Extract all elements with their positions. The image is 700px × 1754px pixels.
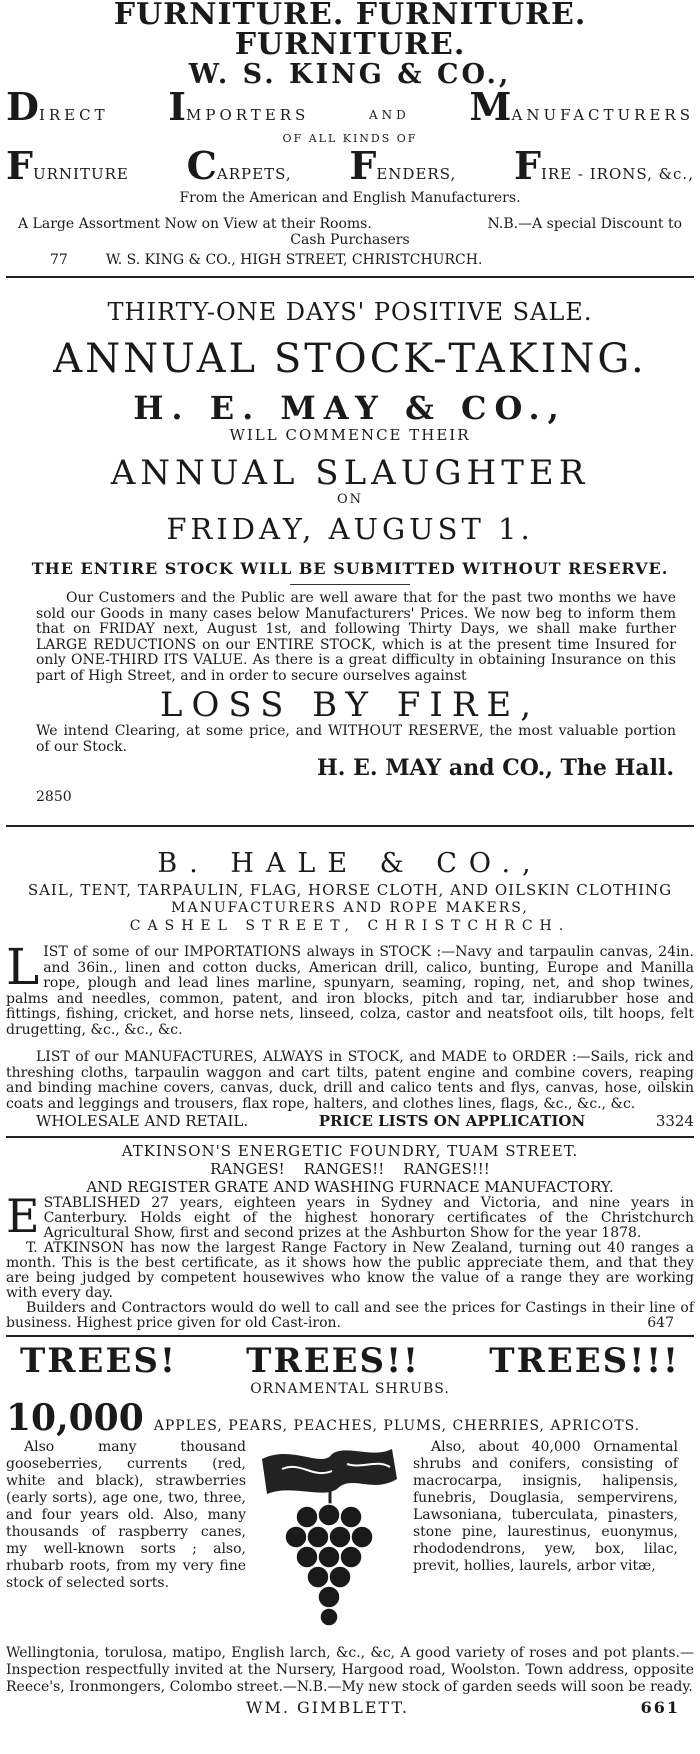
manufactory-line: AND REGISTER GRATE AND WASHING FURNACE MANUFACTORY.: [86, 1178, 614, 1196]
right-column: Also, about 40,000 Ornamental shrubs and conifers, consisting of macrocarpa, insignis, halipensis, funebris, Douglasia, sempervirens, Lawsoniana, tuberculata, pinasters, stone pine, laurestinus, euonymus, rhododendrons, yew, box, lilac, previt, hollies, laurels, arbor vitæ,: [413, 1439, 678, 1574]
assortment-line: [6, 216, 694, 232]
on-text: ON: [336, 492, 364, 507]
hale-firm-name: B. HALE & CO.,: [157, 848, 543, 879]
divider: [6, 1335, 694, 1337]
discount-text: N.B.—A special Discount to: [487, 216, 682, 232]
ad-ref-number: 2850: [36, 789, 72, 805]
trees-word: TREES!: [20, 1341, 177, 1381]
word: ARPETS,: [216, 165, 292, 183]
established-text: STABLISHED 27 years, eighteen years in Sydney and Victoria, and nine years in Canterbury. Holds eight of the highest honorary certificates of the Christchurch Agricultural Show, first and second prizes at the Ashburton Show for the year 1878.: [43, 1195, 694, 1241]
stock-taking-title: ANNUAL STOCK-TAKING.: [53, 336, 647, 382]
may-body-text: Our Customers and the Public are well aware that for the past two months we have sold our Goods in many cases below Manufacturers' Prices. We now beg to inform them that on FRIDAY next, August 1st, and following Thirty Days, we shall make further LARGE REDUCTIONS on our ENTIRE STOCK, which is at the present time Insured for only ONE-THIRD ITS VALUE. As there is a great difficulty in obtaining Insurance on this part of High Street, and in order to secure ourselves against: [36, 590, 676, 684]
drop-letter: D: [6, 84, 39, 129]
entire-stock-line: THE ENTIRE STOCK WILL BE SUBMITTED WITHOUT RESERVE.: [31, 559, 669, 578]
grapes-illustration: [252, 1439, 407, 1643]
may-signature: H. E. MAY and CO., The Hall.: [317, 755, 674, 781]
drop-letter: F: [514, 143, 541, 188]
date-title: FRIDAY, AUGUST 1.: [166, 512, 534, 546]
gimblett-signature: WM. GIMBLETT.: [246, 1698, 409, 1717]
furniture-headline: FURNITURE. FURNITURE. FURNITURE.: [113, 0, 587, 62]
hale-makers: MANUFACTURERS AND ROPE MAKERS,: [171, 900, 529, 916]
ad-ref-number: 77: [50, 252, 68, 268]
may-sale-ad: [6, 298, 694, 805]
commence-text: WILL COMMENCE THEIR: [229, 426, 471, 444]
drop-letter: C: [186, 143, 217, 188]
ranges-paragraph: T. ATKINSON has now the largest Range Factory in New Zealand, turning out 40 ranges a month. This is the best certificate, as it shows how the public appreciate them, and that they are being judged by competent housewives who know the value of a range they are working with every day.: [6, 1240, 694, 1301]
short-rule: [290, 584, 410, 585]
importations-text: IST of some of our IMPORTATIONS always in STOCK :—Navy and tarpaulin canvas, 24in. and 36in., linen and cotton ducks, American drill, calico, bunting, Europe and Manilla rope, plough and lead lines marline, spunyarn, seaming, roping, net, and shop twines, palms and needles, common, patent, and iron blocks, pitch and tar, indiarubber hose and fittings, fishing, cricket, and horse nets, linseed, colza, castor and neatsfoot oils, tilt hoops, felt drugetting, &c., &c., &c.: [6, 944, 694, 1038]
left-column: Also many thousand gooseberries, currents (red, white and black), strawberries (early sorts), age one, two, three, and four years old. Also, many thousands of raspberry canes, my well-known sorts ; also, rhubarb roots, from my very fine stock of selected sorts.: [6, 1439, 246, 1591]
word: IRE - IRONS, &c.,: [540, 165, 694, 183]
drop-letter: F: [349, 143, 377, 188]
king-furniture-ad: [6, 0, 694, 268]
grapes-icon: [252, 1439, 407, 1639]
hale-trades: SAIL, TENT, TARPAULIN, FLAG, HORSE CLOTH, AND OILSKIN CLOTHING: [27, 881, 673, 899]
loss-by-fire: LOSS BY FIRE,: [159, 685, 541, 725]
trees-headline: [6, 1341, 694, 1381]
trees-ad: [6, 1341, 694, 1717]
builders-text: Builders and Contractors would do well to call and see the prices for Castings in their line of business. Highest price given for old Cast-iron.: [6, 1300, 694, 1331]
of-all-kinds: OF ALL KINDS OF: [282, 132, 418, 145]
trees-footer: [6, 1698, 694, 1717]
cash-purchasers: Cash Purchasers: [290, 232, 410, 248]
ranges-line: RANGES! RANGES!! RANGES!!!: [210, 1160, 490, 1178]
ad-ref-number: 661: [640, 1698, 680, 1717]
hale-footer: [6, 1112, 694, 1130]
wholesale-text: WHOLESALE AND RETAIL.: [36, 1112, 249, 1130]
hale-street: CASHEL STREET, CHRISTCHRCH.: [129, 918, 571, 934]
goods-line: [6, 143, 694, 190]
trees-word: TREES!!: [246, 1341, 420, 1381]
word: IRECT: [38, 106, 109, 124]
word: MPORTERS: [186, 106, 310, 124]
drop-cap: E: [6, 1189, 40, 1243]
address-line: [50, 252, 694, 268]
word: ENDERS,: [376, 165, 457, 183]
fruit-list: APPLES, PEARS, PEACHES, PLUMS, CHERRIES, APRICOTS.: [153, 1418, 641, 1434]
firm-address: W. S. KING & CO., HIGH STREET, CHRISTCHURCH.: [105, 252, 483, 268]
established-paragraph: [6, 1189, 694, 1243]
drop-cap: L: [6, 938, 40, 996]
firm-name: W. S. KING & CO.,: [188, 59, 512, 90]
drop-letter: M: [469, 84, 512, 129]
manufactures-paragraph: LIST of our MANUFACTURES, ALWAYS in STOCK, and MADE to ORDER :—Sails, rick and threshing cloths, tarpaulin waggon and cart tilts, patent engine and combine covers, reaping and binding machine covers, canvas, duck, drill and calico tents and flys, canvas, hose, oilskin coats and leggings and trousers, flax rope, halters, and clothes lines, flags, &c., &c., &c.: [6, 1049, 694, 1112]
importers-line: [6, 84, 694, 132]
from-manufacturers: From the American and English Manufacturers.: [179, 190, 521, 206]
word: ANUFACTURERS: [511, 106, 694, 124]
atkinson-ad: [6, 1142, 694, 1331]
hale-ad: [6, 847, 694, 1130]
assortment-text: A Large Assortment Now on View at their Rooms.: [18, 216, 372, 232]
drop-letter: I: [168, 84, 187, 129]
may-firm-name: H. E. MAY & CO.,: [133, 389, 567, 427]
sale-headline: THIRTY-ONE DAYS' POSITIVE SALE.: [107, 298, 593, 326]
divider: [6, 276, 694, 278]
shrubs-subtitle: ORNAMENTAL SHRUBS.: [250, 1381, 450, 1397]
ad-ref-number: 3324: [655, 1112, 694, 1130]
trees-word: TREES!!!: [489, 1341, 680, 1381]
count: 10,000: [6, 1397, 144, 1439]
word: URNITURE: [32, 165, 129, 183]
trees-bottom-text: Wellingtonia, torulosa, matipo, English larch, &c., &c, A good variety of roses and pot plants.—Inspection respectfully invited at the Nursery, Hargood road, Woolston. Town address, opposite Reece's, Ironmongers, Colombo street.—N.B.—My new stock of garden seeds will soon be ready.: [6, 1645, 694, 1695]
drop-letter: F: [6, 143, 33, 188]
builders-paragraph: [6, 1301, 694, 1331]
ad-ref-number: 647: [647, 1315, 674, 1331]
price-lists-text: PRICE LISTS ON APPLICATION: [318, 1112, 586, 1130]
importations-paragraph: [6, 938, 694, 1038]
fruit-line: [6, 1397, 694, 1439]
trees-columns: [6, 1439, 694, 1643]
divider: [6, 1136, 694, 1138]
slaughter-title: ANNUAL SLAUGHTER: [110, 453, 590, 493]
divider: [6, 825, 694, 827]
foundry-title: ATKINSON'S ENERGETIC FOUNDRY, TUAM STREET.: [121, 1142, 579, 1160]
may-body-text-2: We intend Clearing, at some price, and WITHOUT RESERVE, the most valuable portion of our Stock.: [36, 723, 676, 755]
word: AND: [368, 108, 410, 122]
